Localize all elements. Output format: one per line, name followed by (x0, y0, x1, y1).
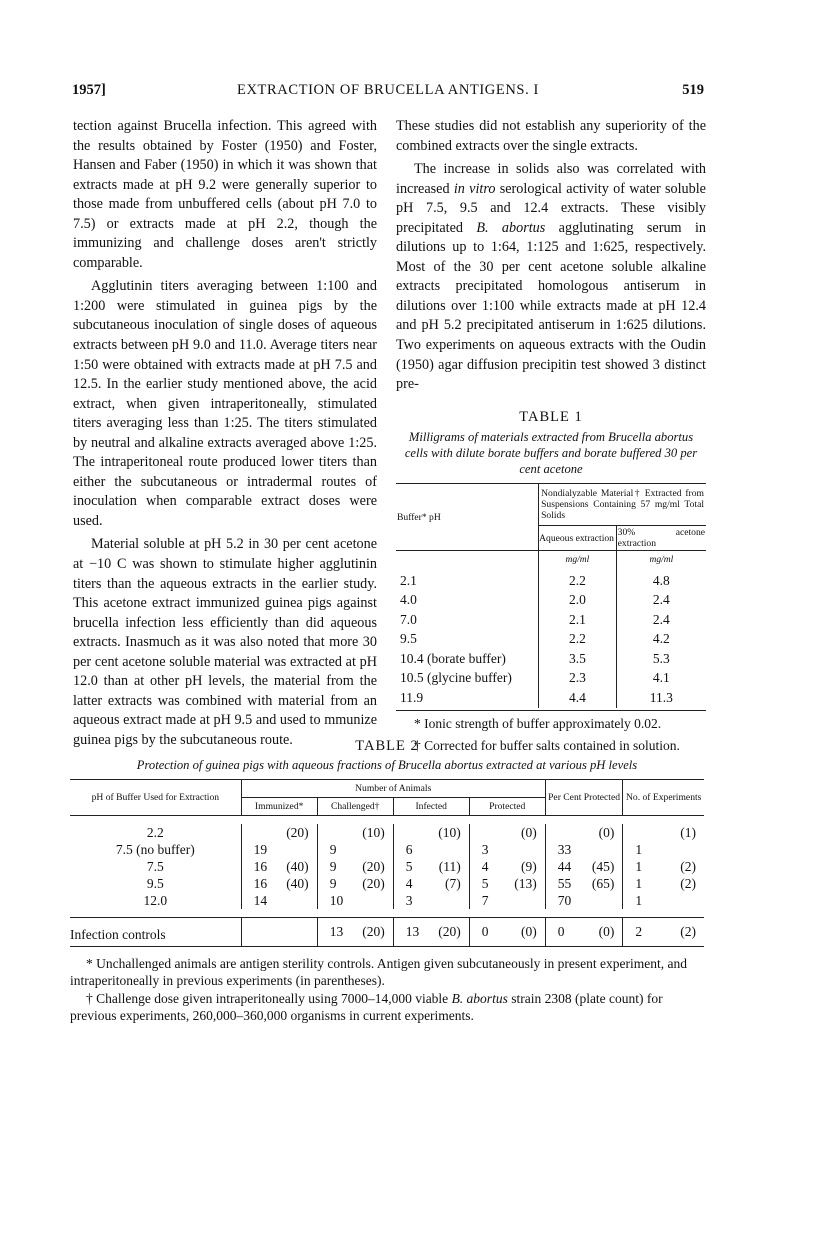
table2-cell-immunized: 19 (241, 841, 282, 858)
left-column (73, 117, 377, 755)
table2-cell-protected-previous (510, 892, 546, 909)
table2-cell-immunized: 16 (241, 875, 282, 892)
table2-cell-infected: 5 (393, 858, 434, 875)
table2-cell-challenged (317, 824, 358, 841)
table2-cell-immunized-previous: (40) (286, 858, 309, 874)
table2-cell-protected (469, 824, 510, 841)
table2-cell-challenged: 13 (317, 918, 358, 947)
table2 (70, 779, 704, 946)
table2-cell-percent: 55 (545, 875, 586, 892)
table1-bottom-rule (396, 710, 706, 711)
left-paragraph-1: tection against Brucella infection. This agreed with the results obtained by Foster (1950) and Foster, Hansen and Faber (1950) in which it was shown that extracts made at pH 9.2 were generally superior to those made from unbuffered cells (about pH 7.0 to 7.5) or extracts made at pH 2.2, though the immunizing and challenge doses aren't strictly comparable. (73, 118, 377, 271)
table1-note-1: * Ionic strength of buffer approximately 0.02. (414, 715, 662, 731)
table2-cell-challenged-previous (358, 841, 394, 858)
text-run: serological activity of water soluble pH 7.5, 9.5 and 12.4 extracts. These visibly precipitated (396, 180, 706, 236)
table2-cell-experiments: 1 (623, 858, 664, 875)
table1-unit-aqueous: mg/ml (539, 551, 617, 571)
table2-cell-immunized (241, 918, 282, 947)
table1-cell-ph: 10.5 (glycine buffer) (400, 670, 512, 686)
table1-cell-ph: 7.0 (400, 611, 417, 627)
table2-cell-percent: 0 (545, 918, 586, 947)
table1-cell-ph: 4.0 (400, 592, 417, 608)
table2-cell-challenged: 9 (317, 841, 358, 858)
table2-cell-experiments: 1 (623, 841, 664, 858)
table1-cell-aqueous: 2.0 (539, 590, 617, 610)
table2-cell-infected: 4 (393, 875, 434, 892)
table1-cell-aqueous: 2.2 (539, 571, 617, 591)
table2-cell-immunized-previous (282, 841, 318, 858)
table2-cell-experiments-previous (663, 841, 704, 858)
table2-cell-immunized-previous (282, 892, 318, 909)
text-italic: B. abortus (451, 991, 508, 1006)
table1-row (396, 610, 706, 630)
table2-cell-ph: 12.0 (143, 892, 168, 908)
table1-cell-acetone: 2.4 (616, 610, 706, 630)
text-run: strain 2308 (plate count) for previous experiments, 260,000–360,000 organisms in current experiments. (70, 991, 663, 1023)
table1-unit-acetone: mg/ml (616, 551, 706, 571)
table2-cell-challenged: 9 (317, 875, 358, 892)
table2-cell-immunized: 14 (241, 892, 282, 909)
table2-cell-protected: 3 (469, 841, 510, 858)
table2-cell-protected-previous: (0) (520, 924, 537, 939)
table2-cell-experiments: 1 (623, 875, 664, 892)
table2-cell-protected-previous: (13) (514, 875, 537, 891)
table2-cell-protected-previous: (0) (520, 824, 537, 840)
table1-cell-acetone: 4.8 (616, 571, 706, 591)
table1-cell-ph: 2.1 (400, 572, 417, 588)
header-page-number: 519 (682, 82, 704, 98)
table2-cell-immunized: 16 (241, 858, 282, 875)
table2-cell-protected-previous (510, 841, 546, 858)
table2-cell-challenged-previous: (20) (362, 858, 385, 874)
table1-caption: Milligrams of materials extracted from Brucella abortus cells with dilute borate buffers and borate buffered 30 per cent acetone (404, 430, 698, 477)
table2-cell-infected-previous: (20) (438, 924, 461, 939)
table2-cell-experiments: 2 (623, 918, 664, 947)
text-run: † Challenge dose given intraperitoneally using 7000–14,000 viable (86, 991, 452, 1006)
table1-label: TABLE 1 (519, 408, 583, 425)
table1 (396, 483, 706, 707)
table2-cell-percent: 33 (545, 841, 586, 858)
table2-spacer (70, 909, 704, 918)
table2-cell-percent: 70 (545, 892, 586, 909)
table2-cell-infected (393, 824, 434, 841)
table2-cell-protected: 7 (469, 892, 510, 909)
table2-cell-experiments-previous: (2) (680, 858, 696, 874)
table1-col-acetone: 30% acetone extraction (617, 527, 705, 550)
text-italic: B. abortus (476, 219, 546, 236)
left-paragraph-3: Material soluble at pH 5.2 in 30 per cent acetone at −10 C was shown to stimulate higher agglutinin titers than the aqueous extracts in the earlier study. This acetone extract immunized guinea pigs against brucella infection less efficiently than did aqueous extracts. Inasmuch as it was also noted that more 30 per cent acetone soluble material was extracted at pH 12.0 than at other pH levels, the material from the latter extracts was combined with material from an aqueous extract made at pH 9.5 and used to mmunize guinea pigs by the subcutaneous route. (73, 536, 377, 748)
table1-col-group: Nondialyzable Material† Extracted from Suspensions Containing 57 mg/ml Total Solids (539, 484, 706, 526)
table2-cell-percent: 44 (545, 858, 586, 875)
table1-unit-spacer (396, 551, 539, 571)
table2-cell-infected: 13 (393, 918, 434, 947)
table2-spacer-cell (70, 909, 704, 918)
table2-cell-ph: 2.2 (146, 824, 164, 840)
table2-row (70, 841, 704, 858)
table2-cell-protected: 5 (469, 875, 510, 892)
table2-cell-experiments-previous: (2) (680, 924, 696, 939)
table1-col-buffer: Buffer* pH (396, 484, 539, 551)
table2-block (70, 738, 704, 1025)
table2-cell-immunized-previous: (20) (286, 824, 309, 840)
table2-cell-experiments-previous (663, 892, 704, 909)
table2-row (70, 858, 704, 875)
table2-cell-infected: 3 (393, 892, 434, 909)
table2-cell-infected-previous: (10) (438, 824, 461, 840)
table1-cell-acetone: 4.1 (616, 668, 706, 688)
right-paragraph-1: These studies did not establish any superiority of the combined extracts over the single extracts. (396, 118, 706, 154)
table2-col-percent: Per Cent Protected (545, 780, 623, 816)
table1-body (396, 551, 706, 708)
table1-cell-ph: 10.4 (borate buffer) (400, 650, 506, 666)
table2-bottom-rule (70, 946, 704, 947)
table1-row (396, 571, 706, 591)
table2-cell-ph: 7.5 (146, 858, 164, 874)
table2-cell-infected-previous: (7) (444, 875, 461, 891)
table1-note-2: † Corrected for buffer salts contained in solution. (414, 737, 680, 753)
table2-cell-experiments (623, 824, 664, 841)
table1-row (396, 668, 706, 688)
table2-cell-percent (545, 824, 586, 841)
table2-cell-protected: 0 (469, 918, 510, 947)
table2-row (70, 892, 704, 909)
table2-note-2 (70, 990, 704, 1024)
table1-cell-acetone: 11.3 (616, 688, 706, 708)
table2-col-experiments: No. of Experiments (623, 780, 704, 816)
table2-cell-immunized-previous: (40) (286, 875, 309, 891)
table2-cell-challenged: 9 (317, 858, 358, 875)
table2-cell-challenged-previous: (20) (362, 875, 385, 891)
table2-cell-percent-previous: (65) (591, 875, 615, 891)
table2-cell-percent-previous (586, 841, 623, 858)
table2-row (70, 824, 704, 841)
left-paragraph-2: Agglutinin titers averaging between 1:100 and 1:200 were stimulated in guinea pigs by the subcutaneous inoculation of single doses of aqueous extracts between pH 9.0 and 11.0. Average titers near 1:50 were obtained with extracts made at pH 7.5 and 12.5. In the earlier study mentioned above, the acid extract, when given intraperitoneally, stimulated titers averaging less than 1:25. The titers stimulated by neutral and alkaline extracts averaged above 1:25. The intraperitoneal route produced lower titers than either the subcutaneous or intradermal routes of inoculation when comparable extract doses were used. (73, 278, 377, 529)
table2-cell-challenged-previous (358, 892, 394, 909)
table2-body (70, 816, 704, 947)
text-italic: in vitro (453, 180, 496, 197)
table1-row (396, 590, 706, 610)
table2-cell-protected-previous: (9) (520, 858, 537, 874)
table2-cell-ph: 7.5 (no buffer) (115, 841, 195, 857)
table1-row (396, 629, 706, 649)
table1-cell-ph: 9.5 (400, 631, 417, 647)
table1-cell-aqueous: 2.3 (539, 668, 617, 688)
table1-cell-aqueous: 2.2 (539, 629, 617, 649)
table2-cell-challenged-previous: (20) (362, 924, 385, 939)
table2-cell-percent-previous: (45) (591, 858, 615, 874)
table2-cell-ph: 9.5 (146, 875, 164, 891)
table2-cell-challenged: 10 (317, 892, 358, 909)
right-paragraph-2 (396, 160, 706, 395)
table2-cell-experiments-previous: (1) (680, 824, 696, 840)
table1-cell-aqueous: 4.4 (539, 688, 617, 708)
table2-notes (70, 955, 704, 1024)
table2-cell-percent-previous: (0) (598, 824, 615, 840)
table2-col-protected: Protected (469, 798, 545, 816)
text-run: The increase in solids also was correlated with increased (396, 161, 706, 197)
table2-cell-percent-previous (586, 892, 623, 909)
text-run: agglutinating serum in dilutions up to 1:64, 1:125 and 1:625, respectively. Most of the 30 per cent acetone soluble alkaline extracts precipitated homologous antiserum in dilutions over 1:100 while extracts made at pH 12.4 and pH 5.2 precipitated antiserum in 1:625 dilutions. Two experiments on aqueous extracts with the Oudin (1950) agar diffusion precipitin test showed 3 distinct pre- (396, 219, 706, 393)
table1-cell-ph: 11.9 (400, 690, 424, 706)
table2-caption: Protection of guinea pigs with aqueous fractions of Brucella abortus extracted at various pH levels (136, 758, 638, 772)
table2-cell-infected-previous (434, 892, 470, 909)
table2-col-infected: Infected (393, 798, 469, 816)
table2-cell-infected-previous: (11) (438, 858, 461, 874)
table2-cell-challenged-previous: (10) (362, 824, 385, 840)
table2-col-ph: pH of Buffer Used for Extraction (70, 780, 241, 816)
table1-col-aqueous: Aqueous extraction (539, 526, 617, 551)
table2-row (70, 875, 704, 892)
table2-cell-experiments: 1 (623, 892, 664, 909)
table1-cell-acetone: 4.2 (616, 629, 706, 649)
table2-cell-percent-previous: (0) (598, 924, 615, 939)
table2-label: TABLE 2 (355, 738, 419, 754)
running-header (72, 82, 704, 104)
table2-col-immunized: Immunized* (241, 798, 317, 816)
table2-cell-immunized-previous (282, 918, 318, 947)
table2-cell-ph: Infection controls (70, 927, 166, 942)
table1-cell-acetone: 2.4 (616, 590, 706, 610)
right-column (396, 117, 706, 759)
header-year: 1957] (72, 82, 106, 98)
table2-controls-row (70, 918, 704, 947)
table1-cell-aqueous: 2.1 (539, 610, 617, 630)
table2-cell-immunized (241, 824, 282, 841)
table1-cell-acetone: 5.3 (616, 649, 706, 669)
table2-col-challenged: Challenged† (317, 798, 393, 816)
table2-note-1: * Unchallenged animals are antigen sterility controls. Antigen given subcutaneously in present experiment, and intraperitoneally in previous experiments (in parentheses). (70, 956, 687, 988)
table1-cell-aqueous: 3.5 (539, 649, 617, 669)
table2-cell-infected-previous (434, 841, 470, 858)
table2-cell-experiments-previous: (2) (680, 875, 696, 891)
table2-cell-protected: 4 (469, 858, 510, 875)
table2-col-group: Number of Animals (241, 780, 545, 798)
table2-cell-infected: 6 (393, 841, 434, 858)
table1-row (396, 688, 706, 708)
table1-row (396, 649, 706, 669)
table2-spacer (70, 816, 704, 825)
header-title: EXTRACTION OF BRUCELLA ANTIGENS. I (237, 82, 539, 98)
